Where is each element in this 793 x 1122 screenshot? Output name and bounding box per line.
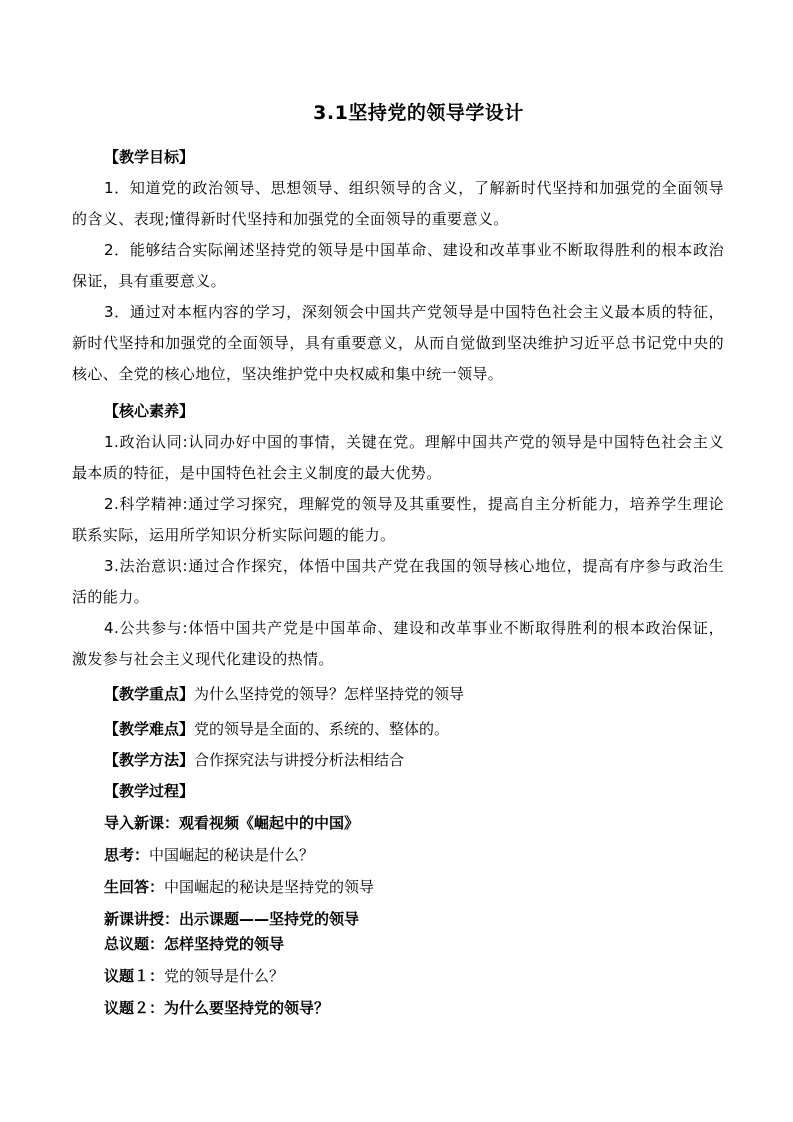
process-intro-text: 导入新课：观看视频《崛起中的中国》	[104, 814, 360, 832]
process-intro	[104, 808, 724, 839]
difficulty-label: 【教学难点】	[104, 720, 195, 738]
difficulty-line	[104, 714, 724, 745]
total-topic-text: 总议题：怎样坚持党的领导	[104, 935, 285, 953]
method-text: 合作探究法与讲授分析法相结合	[194, 751, 405, 769]
literacy-heading: 【核心素养】	[104, 402, 195, 420]
answer-label: 生回答：	[104, 878, 165, 896]
process-heading: 【教学过程】	[104, 782, 195, 800]
key-point-text: 为什么坚持党的领导？怎样坚持党的领导	[194, 685, 465, 703]
literacy-item-2: 2.科学精神:通过学习探究，理解党的领导及其重要性，提高自主分析能力，培养学生理论联系实际，运用所学知识分析实际问题的能力。	[72, 495, 724, 544]
literacy-item-3: 3.法治意识:通过合作探究，体悟中国共产党在我国的领导核心地位，提高有序参与政治生活的能力。	[72, 557, 724, 606]
objectives-heading: 【教学目标】	[104, 148, 195, 166]
process-total-topic	[104, 929, 724, 960]
method-label: 【教学方法】	[104, 751, 195, 769]
literacy-item-4: 4.公共参与:体悟中国共产党是中国革命、建设和改革事业不断取得胜利的根本政治保证，激发参与社会主义现代化建设的热情。	[72, 619, 724, 668]
process-topic-1	[104, 961, 724, 992]
literacy-item-1: 1.政治认同:认同办好中国的事情，关键在党。理解中国共产党的领导是中国特色社会主义最本质的特征，是中国特色社会主义制度的最大优势。	[72, 433, 724, 482]
process-think	[104, 840, 724, 871]
method-line	[104, 745, 724, 776]
key-point-line	[104, 679, 724, 710]
difficulty-text: 党的领导是全面的、系统的、整体的。	[194, 720, 450, 738]
document-title: 3.1坚持党的领导学设计	[313, 102, 524, 124]
objective-item-3: 3．通过对本框内容的学习，深刻领会中国共产党领导是中国特色社会主义最本质的特征，新时代坚持和加强党的全面领导，具有重要意义，从而自觉做到坚决维护习近平总书记党中央的核心、全党的核心地位，坚决维护党中央权威和集中统一领导。	[72, 303, 724, 383]
key-point-label: 【教学重点】	[104, 685, 195, 703]
new-lesson-text: 新课讲授：出示课题——坚持党的领导	[104, 910, 360, 928]
process-answer	[104, 872, 724, 903]
answer-text: 中国崛起的秘诀是坚持党的领导	[164, 878, 375, 896]
objective-item-2: 2．能够结合实际阐述坚持党的领导是中国革命、建设和改革事业不断取得胜利的根本政治保证，具有重要意义。	[72, 241, 724, 290]
objective-item-1: 1．知道党的政治领导、思想领导、组织领导的含义，了解新时代坚持和加强党的全面领导的含义、表现;懂得新时代坚持和加强党的全面领导的重要意义。	[72, 179, 724, 228]
topic1-text: 党的领导是什么？	[164, 967, 285, 985]
process-topic-2	[104, 993, 724, 1024]
think-label: 思考：	[104, 846, 150, 864]
topic2-text: 议题２：为什么要坚持党的领导？	[104, 999, 330, 1017]
think-text: 中国崛起的秘诀是什么？	[149, 846, 315, 864]
topic1-label: 议题１：	[104, 967, 165, 985]
document-body	[72, 136, 724, 1024]
